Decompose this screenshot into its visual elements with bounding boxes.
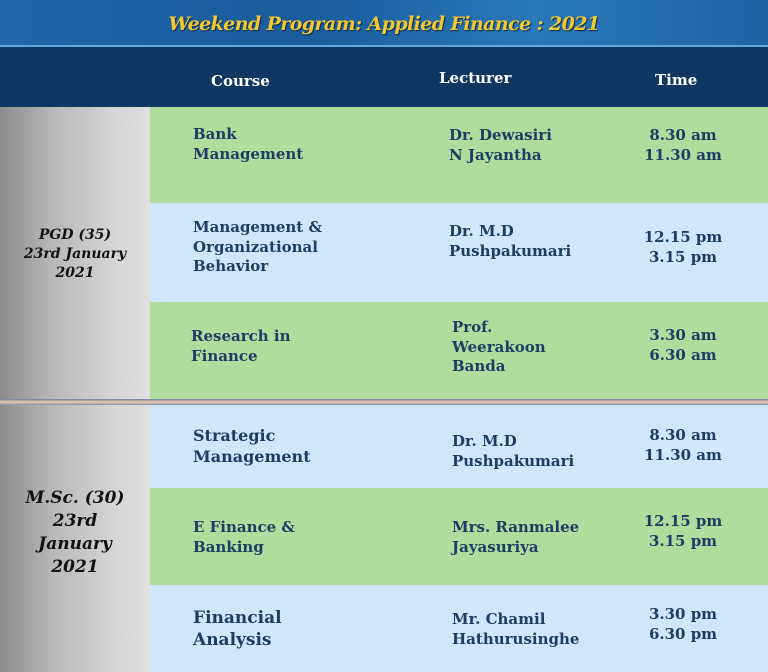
time-line: 8.30 am (649, 126, 717, 144)
time-line: 3.30 am (649, 326, 717, 344)
lecturer-cell (452, 432, 574, 471)
course-cell (193, 607, 282, 651)
lecturer-cell (452, 610, 579, 649)
time-line: 6.30 am (649, 345, 717, 364)
time-line: 3.15 pm (648, 531, 718, 550)
course-line: Banking (193, 537, 264, 556)
lecturer-line: Banda (452, 357, 506, 375)
course-cell (193, 125, 303, 164)
lecturer-line: Pushpakumari (449, 241, 572, 260)
table-header (0, 47, 768, 107)
group-label-line: PGD (35) (38, 227, 112, 243)
lecturer-line: N Jayantha (449, 145, 542, 164)
group-label-line: M.Sc. (30) (25, 488, 125, 508)
lecturer-cell (452, 518, 579, 557)
lecturer-line: Weerakoon (452, 337, 546, 356)
lecturer-line: Dr. Dewasiri (449, 126, 552, 144)
lecturer-line: Jayasuriya (452, 537, 539, 556)
time-cell (633, 228, 733, 267)
page-title: Weekend Program: Applied Finance : 2021 (168, 13, 600, 35)
lecturer-line: Hathurusinghe (452, 629, 580, 648)
group-label-msc (0, 487, 150, 579)
group-label-line: 23rd (52, 511, 98, 531)
time-cell (633, 426, 733, 465)
lecturer-cell (452, 318, 546, 377)
course-line: Research in (191, 327, 291, 345)
group-label-line: 2021 (51, 557, 99, 577)
time-line: 11.30 am (644, 145, 722, 164)
lecturer-cell (449, 126, 552, 165)
group-label-line: 2021 (55, 265, 95, 281)
course-line: Analysis (193, 630, 272, 651)
course-line: Organizational (193, 237, 318, 256)
course-line: Strategic (193, 426, 276, 445)
time-cell (633, 512, 733, 551)
time-cell (633, 126, 733, 165)
lecturer-line: Dr. M.D (449, 222, 514, 240)
time-line: 6.30 pm (648, 624, 718, 643)
group-label-line: 23rd January (23, 246, 127, 262)
lecturer-line: Prof. (452, 318, 493, 336)
lecturer-line: Dr. M.D (452, 432, 517, 450)
time-line: 8.30 am (649, 426, 717, 444)
course-line: Financial (193, 608, 282, 628)
course-cell (193, 218, 322, 277)
time-cell (633, 326, 733, 365)
time-line: 3.30 pm (648, 605, 718, 623)
time-line: 12.15 pm (643, 512, 723, 530)
lecturer-line: Mr. Chamil (452, 610, 546, 628)
group-label-line: January (38, 534, 112, 554)
header-course: Course (211, 72, 270, 90)
lecturer-line: Pushpakumari (452, 451, 575, 470)
course-line: Management & (193, 218, 322, 236)
lecturer-line: Mrs. Ranmalee (452, 518, 580, 536)
time-cell (633, 605, 733, 644)
course-line: Management (193, 144, 304, 163)
course-cell (191, 327, 291, 366)
course-line: Finance (191, 346, 258, 365)
header-lecturer: Lecturer (439, 69, 512, 87)
header-time: Time (655, 71, 698, 89)
time-line: 3.15 pm (648, 247, 718, 266)
group-label-pgd (0, 226, 150, 283)
time-line: 11.30 am (644, 445, 722, 464)
lecturer-cell (449, 222, 571, 261)
course-line: Behavior (193, 257, 269, 275)
course-line: Bank (193, 125, 237, 143)
course-cell (193, 518, 295, 557)
time-line: 12.15 pm (643, 228, 723, 246)
course-line: E Finance & (193, 518, 295, 536)
course-cell (193, 426, 311, 468)
course-line: Management (193, 446, 311, 466)
